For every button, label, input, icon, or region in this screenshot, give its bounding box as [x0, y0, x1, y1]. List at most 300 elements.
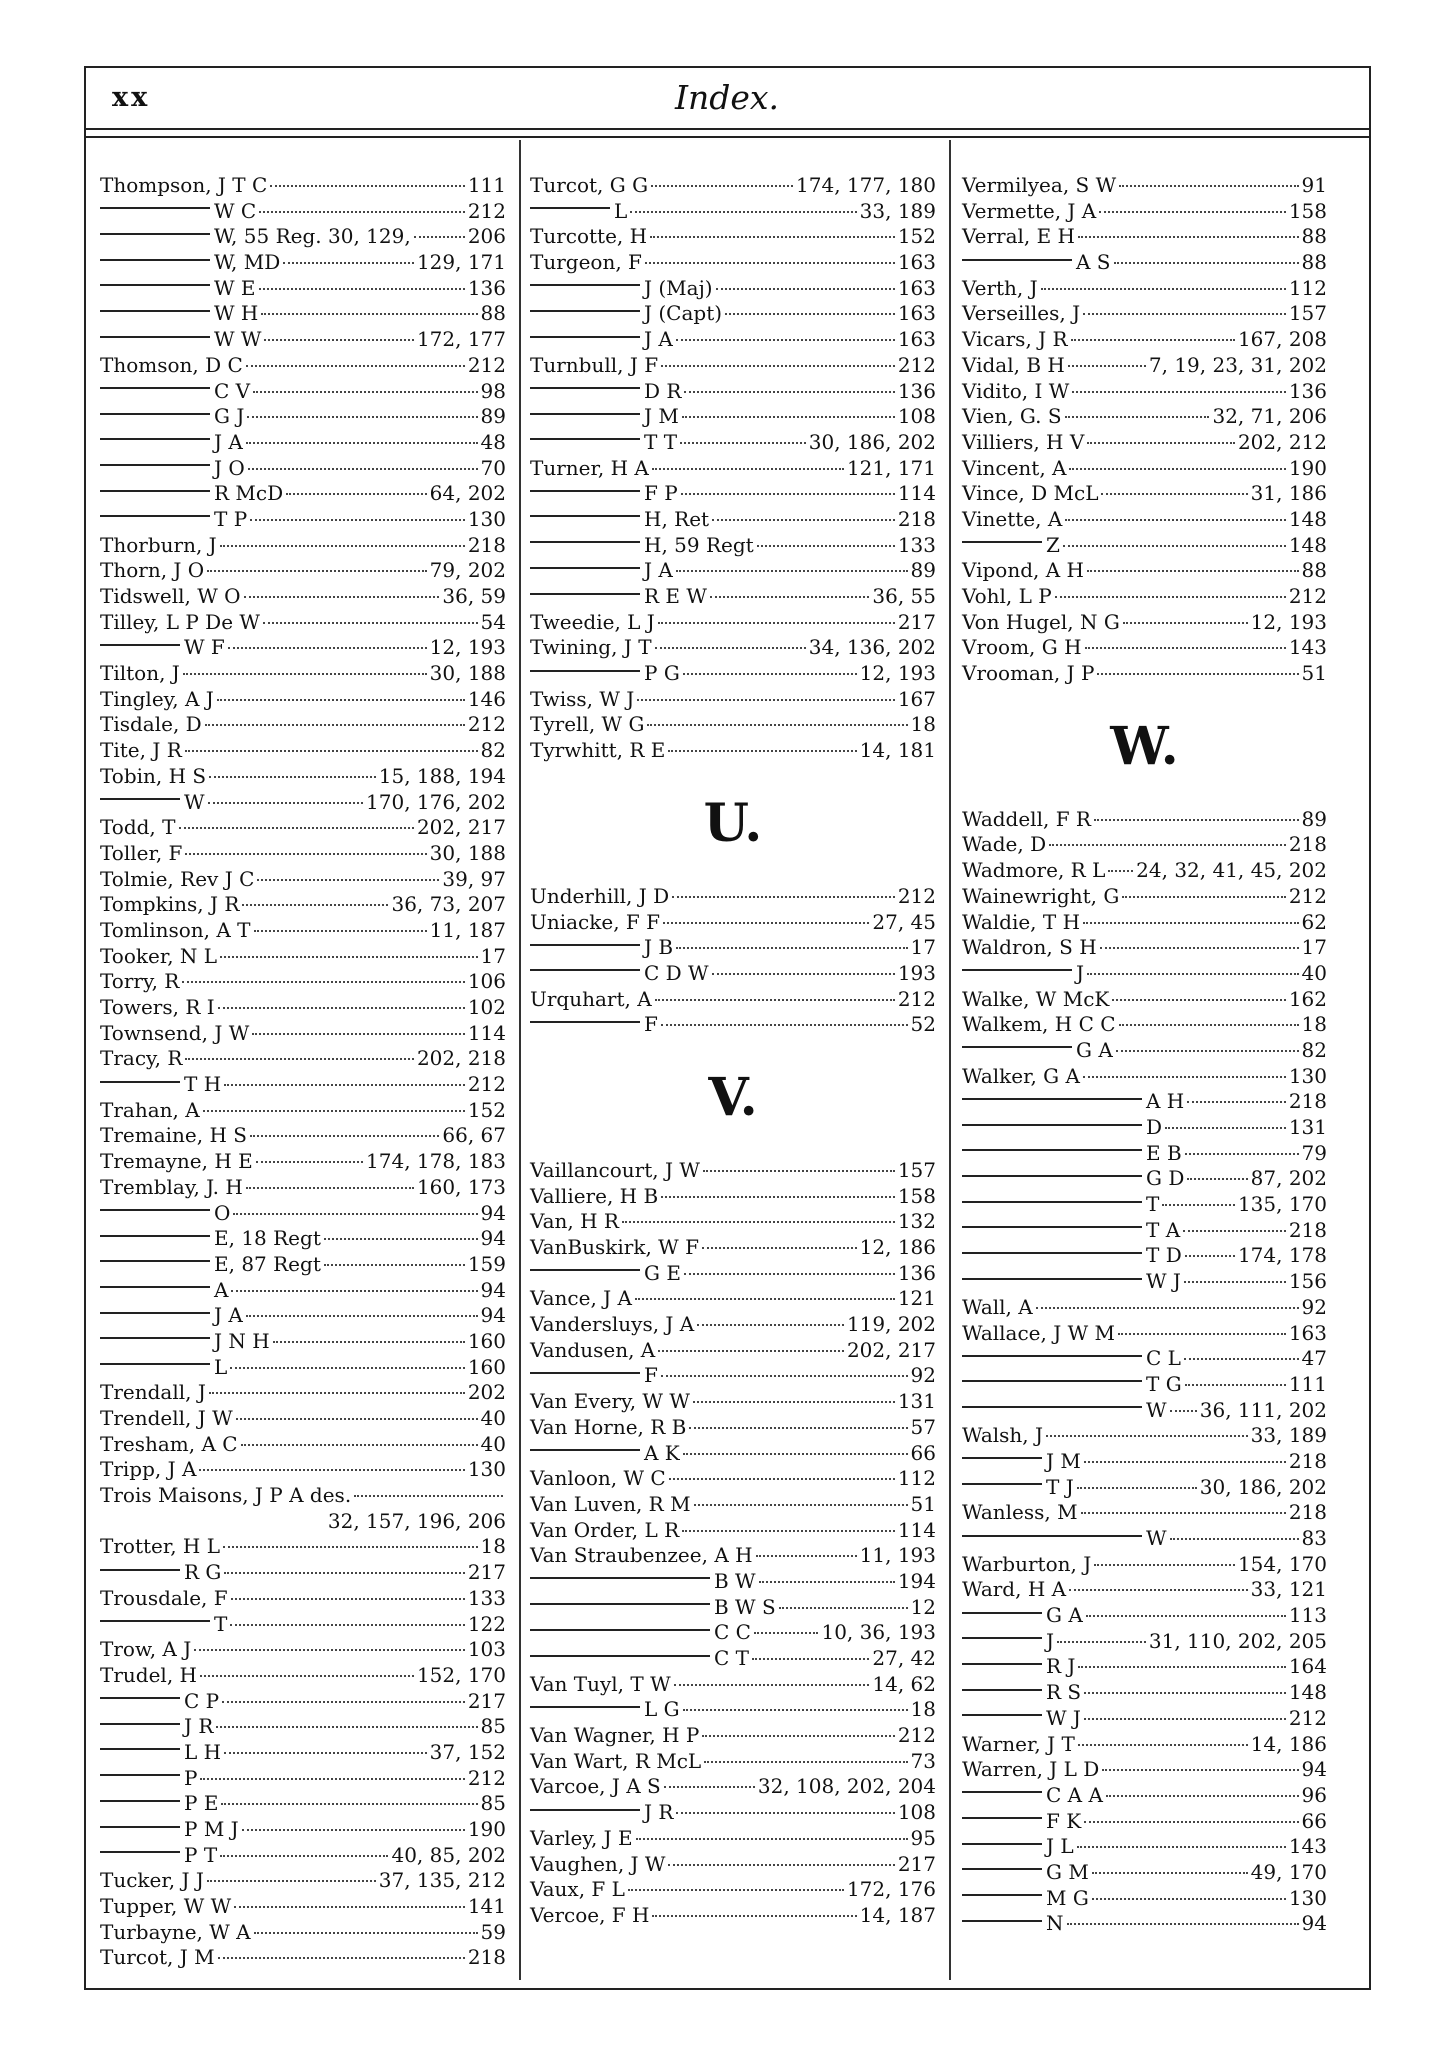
leader-dots	[1065, 519, 1286, 521]
entry-name-text: C L	[1146, 1346, 1181, 1371]
entry-name	[530, 712, 644, 738]
entry-name	[530, 199, 627, 225]
leader-dots	[414, 236, 465, 238]
entry-name	[100, 1380, 206, 1406]
entry-pages: 48	[480, 429, 506, 454]
index-entry	[962, 807, 1327, 833]
leader-dots	[218, 1957, 465, 1959]
entry-name-text: Tremaine, H S	[100, 1123, 247, 1148]
leader-dots	[1102, 1769, 1298, 1771]
entry-name-text: J	[1076, 960, 1085, 985]
index-entry	[100, 1868, 506, 1894]
index-entry	[962, 1449, 1327, 1475]
entry-pages: 217	[897, 1851, 936, 1876]
leader-dots	[668, 1864, 894, 1866]
entry-name	[100, 1123, 247, 1149]
entry-pages: 212	[467, 712, 506, 737]
entry-name-text: G D	[1146, 1166, 1185, 1191]
entry-name	[100, 1920, 251, 1946]
index-entry	[530, 430, 936, 456]
leader-dots	[231, 1290, 477, 1292]
index-entry	[530, 961, 936, 987]
entry-name-text: Verth, J	[962, 275, 1038, 300]
entry-name	[100, 1021, 249, 1047]
leader-dots	[1087, 973, 1299, 975]
index-entry	[530, 687, 936, 713]
entry-name	[530, 456, 649, 482]
leader-dots	[680, 442, 806, 444]
entry-name	[962, 584, 1052, 610]
leader-dots	[1067, 1923, 1299, 1925]
entry-pages: 122	[467, 1611, 506, 1636]
entry-name	[962, 301, 1080, 327]
entry-name	[530, 1466, 666, 1492]
leader-dots	[182, 981, 464, 983]
index-entry	[962, 1064, 1327, 1090]
entry-name	[530, 687, 634, 713]
ditto-dash	[962, 1457, 1042, 1459]
entry-name-text: Wainewright, G	[962, 883, 1120, 908]
entry-pages: 114	[897, 481, 936, 506]
index-entry	[530, 1235, 936, 1261]
entry-name	[962, 558, 1084, 584]
entry-name	[100, 1278, 228, 1304]
leader-dots	[681, 493, 895, 495]
index-entry	[530, 884, 936, 910]
index-entry	[100, 1894, 506, 1920]
entry-name-text: T J	[1046, 1474, 1074, 1499]
index-entry	[962, 404, 1327, 430]
entry-name	[100, 892, 239, 918]
ditto-dash	[530, 1629, 710, 1631]
ditto-dash	[530, 1809, 640, 1811]
index-entry	[962, 456, 1327, 482]
leader-dots	[183, 673, 427, 675]
index-entry	[530, 456, 936, 482]
leader-dots	[1170, 1410, 1197, 1412]
entry-name	[100, 353, 243, 379]
leader-dots	[661, 1375, 908, 1377]
entry-name-text: J M	[1046, 1448, 1081, 1473]
entry-name-text: Tingley, A J	[100, 686, 214, 711]
entry-name	[962, 1680, 1081, 1706]
leader-dots	[779, 1607, 908, 1609]
index-entry	[100, 687, 506, 713]
leader-dots	[655, 999, 895, 1001]
ditto-dash	[530, 207, 610, 209]
entry-name-text: F	[644, 1363, 658, 1388]
leader-dots	[207, 570, 426, 572]
leader-dots	[220, 956, 478, 958]
entry-pages: 174, 178	[1237, 1243, 1327, 1268]
leader-dots	[1108, 870, 1133, 872]
entry-name-text: Warren, J L D	[962, 1757, 1100, 1782]
entry-name-text: Trahan, A	[100, 1097, 200, 1122]
leader-dots	[1084, 1692, 1286, 1694]
leader-dots	[663, 922, 869, 924]
leader-dots	[228, 647, 427, 649]
entry-name-text: Vermette, J A	[962, 198, 1097, 223]
entry-name	[962, 1192, 1159, 1218]
leader-dots	[1065, 416, 1210, 418]
entry-name	[100, 404, 244, 430]
leader-dots	[324, 1264, 465, 1266]
ditto-dash	[100, 336, 210, 338]
entry-name-text: Walkem, H C C	[962, 1012, 1116, 1037]
index-entry	[530, 935, 936, 961]
leader-dots	[682, 416, 895, 418]
entry-pages: 37, 152	[429, 1739, 506, 1764]
entry-name	[530, 1158, 700, 1184]
index-column-3	[962, 173, 1327, 1937]
leader-dots	[324, 1238, 478, 1240]
entry-name-text: Z	[1046, 532, 1060, 557]
leader-dots	[221, 1803, 477, 1805]
entry-name	[962, 327, 1068, 353]
entry-name-text: A H	[1146, 1089, 1185, 1114]
entry-pages: 121, 171	[846, 455, 936, 480]
entry-name-text: Van, H R	[530, 1209, 619, 1234]
entry-pages: 18	[480, 1534, 506, 1559]
ditto-dash	[962, 1380, 1142, 1382]
ditto-dash	[962, 1124, 1142, 1126]
entry-name-text: Turnbull, J F	[530, 352, 659, 377]
leader-dots	[223, 1546, 478, 1548]
entry-name-text: Tobin, H S	[100, 763, 207, 788]
entry-name-text: J O	[214, 455, 245, 480]
entry-name-text: Trendell, J W	[100, 1406, 233, 1430]
entry-pages: 12, 186	[859, 1235, 936, 1259]
entry-pages: 167, 208	[1237, 327, 1327, 352]
entry-pages: 27, 42	[872, 1646, 936, 1670]
entry-pages: 108	[897, 404, 936, 429]
ditto-dash	[530, 438, 640, 440]
entry-pages: 14, 187	[859, 1902, 936, 1927]
index-entry	[100, 276, 506, 302]
entry-name	[100, 173, 267, 199]
index-entry	[962, 533, 1327, 559]
entry-pages: 34, 136, 202	[808, 635, 936, 660]
ditto-dash	[100, 798, 180, 800]
entry-pages: 40, 85, 202	[391, 1842, 506, 1867]
entry-pages: 206	[467, 224, 506, 249]
ditto-dash	[962, 1817, 1042, 1819]
index-entry	[962, 250, 1327, 276]
entry-pages: 146	[467, 686, 506, 711]
leader-dots	[259, 288, 465, 290]
page-number: xx	[112, 82, 151, 113]
entry-name	[530, 533, 754, 559]
entry-name-text: Vanloon, W C	[530, 1466, 666, 1491]
entry-name	[530, 610, 655, 636]
entry-pages: 202	[467, 1380, 506, 1405]
index-entry	[962, 1834, 1327, 1860]
index-entry	[962, 507, 1327, 533]
entry-name	[962, 1577, 1066, 1603]
entry-pages: 131	[897, 1389, 936, 1414]
leader-dots	[241, 1444, 478, 1446]
entry-name-text: H, 59 Regt	[644, 532, 754, 557]
leader-dots	[224, 1572, 464, 1574]
index-entry	[530, 910, 936, 936]
entry-pages: 217	[467, 1688, 506, 1713]
index-entry	[100, 1432, 506, 1458]
entry-name	[530, 558, 673, 584]
entry-pages: 217	[897, 609, 936, 634]
entry-name-text: W W	[214, 327, 262, 352]
entry-pages: 170, 176, 202	[366, 789, 506, 814]
entry-pages: 129, 171	[416, 250, 506, 275]
entry-name	[962, 1706, 1081, 1732]
leader-dots	[1077, 1487, 1197, 1489]
entry-name-text: J	[1046, 1628, 1055, 1653]
entry-name	[100, 1689, 219, 1715]
entry-name-text: J A	[644, 327, 673, 352]
index-entry	[100, 1740, 506, 1766]
leader-dots	[703, 1170, 895, 1172]
leader-dots	[1072, 391, 1286, 393]
index-entry	[100, 558, 506, 584]
leader-dots	[246, 1315, 478, 1317]
entry-name-text: C P	[184, 1688, 220, 1713]
entry-name	[100, 558, 204, 584]
entry-name-text: Villiers, H V	[962, 429, 1085, 454]
ditto-dash	[100, 438, 210, 440]
entry-name	[100, 1560, 221, 1586]
entry-name-text: W J	[1146, 1269, 1181, 1294]
entry-name-text: B W	[714, 1568, 756, 1593]
index-entry	[100, 456, 506, 482]
entry-name-text: Waddell, F R	[962, 806, 1091, 831]
entry-name	[962, 1603, 1083, 1629]
entry-name-text: Tisdale, D	[100, 712, 202, 737]
leader-dots	[645, 262, 895, 264]
index-entry	[530, 1209, 936, 1235]
entry-pages: 11, 187	[429, 917, 506, 942]
entry-name-text: Van Wart, R McL	[530, 1748, 702, 1773]
ditto-dash	[100, 1260, 210, 1262]
index-entry	[962, 1115, 1327, 1141]
entry-name-text: Twiss, W J	[530, 686, 635, 711]
entry-name-text: Vance, J A	[530, 1286, 632, 1311]
leader-dots	[1087, 570, 1299, 572]
entry-pages: 14, 181	[859, 738, 936, 763]
entry-name-text: T T	[644, 429, 678, 454]
index-entry	[100, 1226, 506, 1252]
ditto-dash	[100, 1209, 210, 1211]
leader-dots	[661, 1024, 908, 1026]
index-entry	[530, 1877, 936, 1903]
leader-dots	[1100, 947, 1299, 949]
leader-dots	[702, 1735, 894, 1737]
entry-name	[530, 1852, 665, 1878]
entry-name	[530, 224, 647, 250]
index-entry	[962, 1038, 1327, 1064]
entry-pages: 136	[1288, 378, 1327, 403]
entry-pages: 152, 170	[416, 1662, 506, 1687]
entry-name	[100, 379, 250, 405]
entry-name	[962, 1321, 1115, 1347]
leader-dots	[693, 1401, 895, 1403]
entry-pages: 160	[467, 1328, 506, 1353]
entry-name	[530, 481, 678, 507]
entry-name	[530, 1286, 632, 1312]
entry-pages: 131	[1288, 1115, 1327, 1139]
entry-name	[530, 1903, 649, 1929]
leader-dots	[628, 1889, 844, 1891]
entry-name	[530, 1877, 625, 1903]
entry-pages: 40	[480, 1431, 506, 1456]
leader-dots	[1106, 1795, 1299, 1797]
column-divider	[949, 140, 951, 1980]
entry-name-text: Tyrwhitt, R E	[530, 738, 666, 763]
entry-pages: 66	[910, 1440, 936, 1465]
entry-pages: 159	[467, 1251, 506, 1276]
entry-name-text: Toller, F	[100, 840, 183, 865]
entry-pages: 212	[1288, 883, 1327, 908]
index-entry	[530, 404, 936, 430]
entry-name-text: P E	[184, 1791, 219, 1816]
ditto-dash	[962, 1868, 1042, 1870]
entry-name-text: Wadmore, R L	[962, 858, 1106, 883]
ditto-dash	[962, 259, 1072, 261]
leader-dots	[1162, 1204, 1235, 1206]
entry-name-text: G A	[1076, 1037, 1113, 1062]
entry-name-text: Wallace, J W M	[962, 1320, 1115, 1345]
entry-pages: 70	[480, 455, 506, 480]
entry-name	[962, 353, 1065, 379]
index-entry	[100, 379, 506, 405]
entry-name	[100, 1098, 200, 1124]
index-entry	[530, 276, 936, 302]
index-entry	[100, 1586, 506, 1612]
entry-pages: 36, 73, 207	[391, 892, 506, 917]
leader-dots	[658, 1350, 844, 1352]
leader-dots	[637, 699, 894, 701]
index-entry	[962, 1372, 1327, 1398]
leader-dots	[1116, 1050, 1299, 1052]
leader-dots	[209, 776, 376, 778]
column-divider	[519, 140, 521, 1980]
entry-pages: 91	[1301, 173, 1327, 197]
entry-name-text: E, 18 Regt	[214, 1226, 321, 1251]
entry-pages: 130	[467, 506, 506, 531]
entry-pages: 54	[480, 609, 506, 634]
entry-pages: 18	[910, 1697, 936, 1722]
entry-name	[530, 1338, 655, 1364]
ditto-dash	[962, 1843, 1042, 1845]
entry-pages: 133	[467, 1585, 506, 1610]
entry-name	[962, 1629, 1054, 1655]
entry-name-text: Twining, J T	[530, 635, 652, 660]
leader-dots	[1083, 1076, 1286, 1078]
ditto-dash	[962, 1714, 1042, 1716]
entry-name-text: J (Maj)	[644, 275, 713, 300]
entry-name-text: Urquhart, A	[530, 986, 652, 1011]
entry-pages: 30, 188	[429, 840, 506, 865]
entry-name	[530, 1518, 679, 1544]
index-entry	[100, 301, 506, 327]
leader-dots	[1057, 1641, 1146, 1643]
entry-name	[100, 533, 217, 559]
entry-name-text: Vandusen, A	[530, 1337, 656, 1362]
index-entry	[962, 1295, 1327, 1321]
entry-name-text: Verral, E H	[962, 224, 1075, 249]
leader-dots	[1092, 1898, 1286, 1900]
leader-dots	[216, 1726, 477, 1728]
index-entry	[962, 1526, 1327, 1552]
entry-pages: 30, 186, 202	[808, 429, 936, 454]
index-entry	[530, 1826, 936, 1852]
index-entry	[100, 815, 506, 841]
index-entry	[530, 661, 936, 687]
ditto-dash	[962, 1689, 1042, 1691]
index-entry	[530, 1441, 936, 1467]
entry-pages: 172, 176	[846, 1877, 936, 1902]
entry-pages: 12	[910, 1594, 936, 1619]
ditto-dash	[530, 541, 640, 543]
entry-name	[530, 1774, 661, 1800]
entry-name	[530, 1646, 749, 1672]
entry-name-text: Van Straubenzee, A H	[530, 1543, 753, 1568]
leader-dots	[185, 1058, 413, 1060]
entry-pages: 157	[1288, 301, 1327, 326]
index-entry	[962, 1654, 1327, 1680]
entry-name	[100, 276, 256, 302]
entry-pages: 7, 19, 23, 31, 202	[1148, 352, 1327, 377]
index-entry	[100, 1791, 506, 1817]
leader-dots	[652, 1915, 856, 1917]
leader-dots	[205, 724, 465, 726]
entry-name-text: W, MD	[214, 250, 281, 275]
entry-name-text: Vermilyea, S W	[962, 173, 1117, 197]
entry-name-text: Ward, H A	[962, 1577, 1067, 1602]
entry-pages: 212	[897, 883, 936, 908]
ditto-dash	[100, 1312, 210, 1314]
entry-name-text: F K	[1046, 1808, 1082, 1833]
ditto-dash	[962, 1637, 1042, 1639]
leader-dots	[1185, 1255, 1235, 1257]
index-entry	[530, 1646, 936, 1672]
leader-dots	[1068, 365, 1146, 367]
entry-name	[530, 1672, 671, 1698]
entry-name-text: Waldron, S H	[962, 935, 1097, 960]
entry-pages: 130	[467, 1457, 506, 1482]
entry-name	[100, 738, 182, 764]
index-entry	[962, 1089, 1327, 1115]
entry-pages: 33, 189	[1250, 1423, 1327, 1448]
ditto-dash	[530, 1372, 640, 1374]
index-entry	[962, 1732, 1327, 1758]
leader-dots	[270, 185, 465, 187]
index-entry	[100, 1072, 506, 1098]
entry-name-text: T H	[184, 1072, 222, 1097]
entry-name	[100, 301, 258, 327]
ditto-dash	[962, 1612, 1042, 1614]
leader-dots	[199, 1469, 464, 1471]
ditto-dash	[530, 670, 640, 672]
ditto-dash	[530, 1603, 710, 1605]
entry-pages: 24, 32, 41, 45, 202	[1136, 858, 1327, 883]
entry-name	[530, 910, 660, 936]
index-entry	[100, 1098, 506, 1124]
entry-name-text: C V	[214, 378, 251, 403]
index-entry	[962, 1783, 1327, 1809]
entry-name	[100, 1714, 213, 1740]
entry-pages: 51	[1301, 661, 1327, 686]
entry-name	[962, 807, 1091, 833]
entry-name	[530, 1261, 681, 1287]
